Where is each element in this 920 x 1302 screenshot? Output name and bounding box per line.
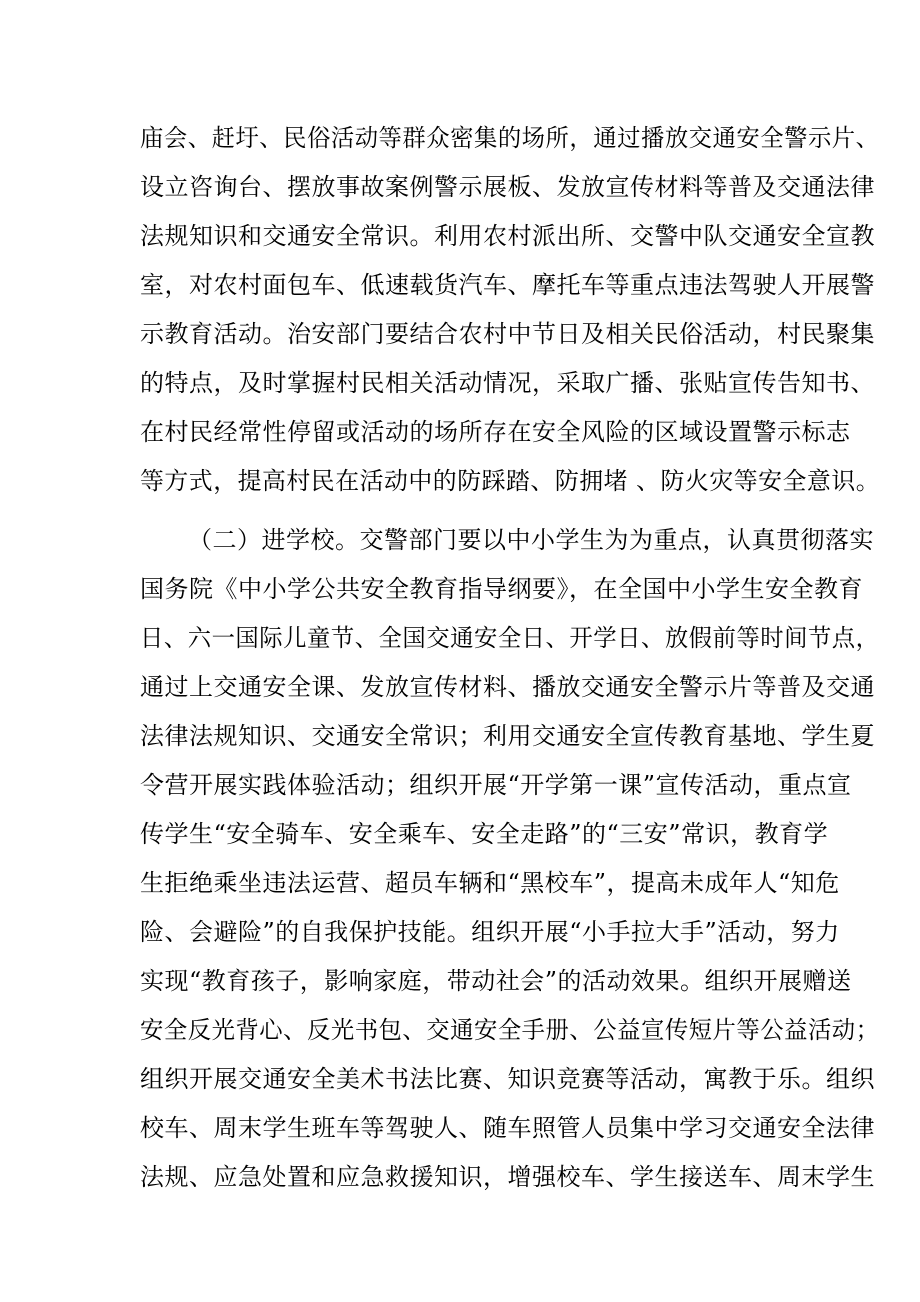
text-line: 通过上交通安全课、发放宣传材料、播放交通安全警示片等普及交通 [140, 673, 875, 701]
text-line: 法规知识和交通安全常识。利用农村派出所、交警中队交通安全宣教 [140, 222, 875, 250]
text-line: 令营开展实践体验活动；组织开展“开学第一课”宣传活动，重点宣 [140, 771, 852, 799]
text-line: 实现“教育孩子，影响家庭，带动社会”的活动效果。组织开展赠送 [140, 967, 852, 995]
text-line: 等方式，提高村民在活动中的防踩踏、防拥堵 、防火灾等安全意识。 [140, 467, 881, 495]
text-line: 庙会、赶圩、民俗活动等群众密集的场所，通过播放交通安全警示片、 [140, 124, 880, 152]
section-heading-line: （二）进学校。交警部门要以中小学生为为重点，认真贯彻落实 [188, 526, 874, 554]
text-line: 组织开展交通安全美术书法比赛、知识竞赛等活动，寓教于乐。组织 [140, 1065, 875, 1093]
text-line: 示教育活动。治安部门要结合农村中节日及相关民俗活动，村民聚集 [140, 320, 875, 348]
text-line: 日、六一国际儿童节、全国交通安全日、开学日、放假前等时间节点， [140, 624, 880, 652]
text-line: 法规、应急处置和应急救援知识，增强校车、学生接送车、周末学生 [140, 1163, 875, 1191]
text-line: 设立咨询台、摆放事故案例警示展板、发放宣传材料等普及交通法律 [140, 173, 875, 201]
text-line: 生拒绝乘坐违法运营、超员车辆和“黑校车”，提高未成年人“知危 [140, 869, 840, 897]
text-line: 校车、周末学生班车等驾驶人、随车照管人员集中学习交通安全法律 [140, 1114, 875, 1142]
text-line: 安全反光背心、反光书包、交通安全手册、公益宣传短片等公益活动； [140, 1016, 880, 1044]
text-line: 险、会避险”的自我保护技能。组织开展“小手拉大手”活动，努力 [140, 918, 840, 946]
text-line: 传学生“安全骑车、安全乘车、安全走路”的“三安”常识，教育学 [140, 820, 829, 848]
text-line: 法律法规知识、交通安全常识；利用交通安全宣传教育基地、学生夏 [140, 722, 875, 750]
text-line: 国务院《中小学公共安全教育指导纲要》，在全国中小学生安全教育 [140, 575, 863, 603]
text-line: 在村民经常性停留或活动的场所存在安全风险的区域设置警示标志 [140, 418, 851, 446]
text-line: 室，对农村面包车、低速载货汽车、摩托车等重点违法驾驶人开展警 [140, 271, 875, 299]
text-line: 的特点，及时掌握村民相关活动情况，采取广播、张贴宣传告知书、 [140, 369, 875, 397]
